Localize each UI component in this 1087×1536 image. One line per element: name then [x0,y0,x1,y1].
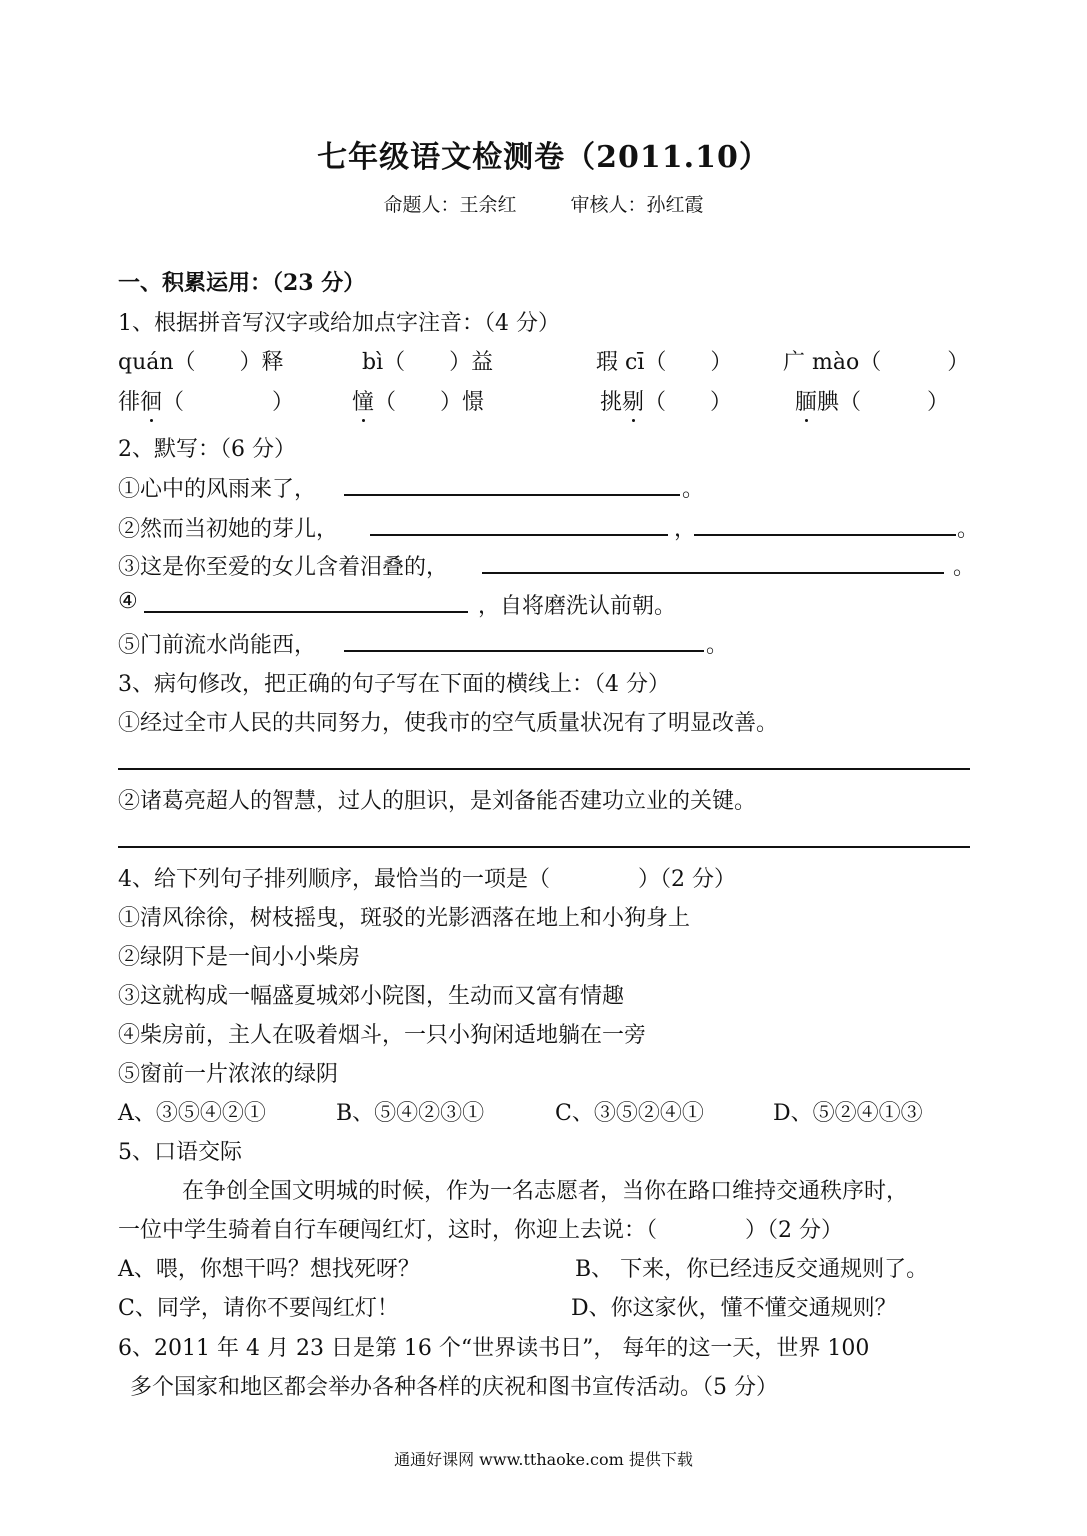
q5-option-a[interactable]: A、喂，你想干吗？想找死呀？ [118,1257,420,1282]
q4-prompt: 4、给下列句子排列顺序，最恰当的一项是（ ）（2 分） [118,867,736,892]
punctuation: 。 [706,633,729,658]
q5-paragraph-1: 在争创全国文明城的时候，作为一名志愿者，当你在路口维持交通秩序时， [182,1179,909,1204]
q5-prompt: 5、口语交际 [118,1140,242,1165]
q4-option-d[interactable]: D、⑤②④①③ [773,1101,923,1126]
answer-blank[interactable] [144,611,468,613]
answer-blank[interactable] [370,534,668,536]
answer-line[interactable] [118,768,970,770]
answer-blank[interactable] [694,534,956,536]
punctuation: 。 [953,555,976,580]
answer-blank[interactable] [344,494,680,496]
q1-item: 广 mào（ ） [783,350,970,375]
section-heading: 一、积累运用：（23 分） [118,270,366,296]
punctuation: 。 [957,517,980,542]
q4-item: ①清风徐徐，树枝摇曳，斑驳的光影洒落在地上和小狗身上 [118,906,691,931]
q1-item: 徘徊（ ） [118,385,294,416]
q5-paragraph-2: 一位中学生骑着自行车硬闯红灯，这时，你迎上去说：（ ）（2 分） [118,1218,843,1243]
answer-blank[interactable] [344,650,704,652]
reviewer-label: 审核人：孙红霞 [570,194,704,216]
punctuation: ， [674,517,697,542]
author-label: 命题人：王余红 [383,194,517,216]
q2-prompt: 2、默写：（6 分） [118,437,296,462]
footer-credit: 通通好课网 www.tthaoke.com 提供下载 [394,1450,693,1469]
q1-item: 瑕 cī（ ） [596,350,733,375]
q2-line-3: ③这是你至爱的女儿含着泪叠的， [118,555,449,580]
q3-sentence-2: ②诸葛亮超人的智慧，过人的胆识，是刘备能否建功立业的关键。 [118,789,757,814]
q3-prompt: 3、病句修改，把正确的句子写在下面的横线上：（4 分） [118,672,670,697]
q5-option-b[interactable]: B、 下来，你已经违反交通规则了。 [575,1257,929,1282]
q4-item: ④柴房前，主人在吸着烟斗，一只小狗闲适地躺在一旁 [118,1023,647,1048]
punctuation: 。 [682,477,705,502]
q5-option-d[interactable]: D、你这家伙，懂不懂交通规则？ [571,1296,897,1321]
q4-item: ②绿阴下是一间小小柴房 [118,945,361,970]
q4-item: ③这就构成一幅盛夏城郊小院图，生动而又富有情趣 [118,984,625,1009]
answer-blank[interactable] [482,572,944,574]
page-title: 七年级语文检测卷（2011.10） [317,140,770,175]
q2-line-4-prefix: ④ [118,589,138,614]
q2-line-2: ②然而当初她的芽儿， [118,517,339,542]
q1-item: bì（ ）益 [362,350,494,375]
q1-item: 腼腆（ ） [795,385,949,416]
q4-option-c[interactable]: C、③⑤②④① [555,1101,704,1126]
q1-item: 憧（ ）憬 [352,385,484,416]
q4-option-b[interactable]: B、⑤④②③① [336,1101,485,1126]
q4-option-a[interactable]: A、③⑤④②① [118,1101,266,1126]
answer-line[interactable] [118,846,970,848]
q6-line-2: 多个国家和地区都会举办各种各样的庆祝和图书宣传活动。（5 分） [130,1375,778,1400]
q1-item: quán（ ）释 [118,350,284,375]
q1-item: 挑剔（ ） [600,385,732,416]
q6-line-1: 6、2011 年 4 月 23 日是第 16 个“世界读书日”， 每年的这一天，世界 100 [118,1336,870,1361]
q2-line-5: ⑤门前流水尚能西， [118,633,317,658]
q5-option-c[interactable]: C、同学，请你不要闯红灯！ [118,1296,399,1321]
q1-prompt: 1、根据拼音写汉字或给加点字注音：（4 分） [118,311,560,336]
author-line [0,190,1087,217]
q2-line-1: ①心中的风雨来了， [118,477,317,502]
q2-line-4-suffix: ，自将磨洗认前朝。 [478,594,677,619]
q4-item: ⑤窗前一片浓浓的绿阴 [118,1062,339,1087]
q3-sentence-1: ①经过全市人民的共同努力，使我市的空气质量状况有了明显改善。 [118,711,779,736]
